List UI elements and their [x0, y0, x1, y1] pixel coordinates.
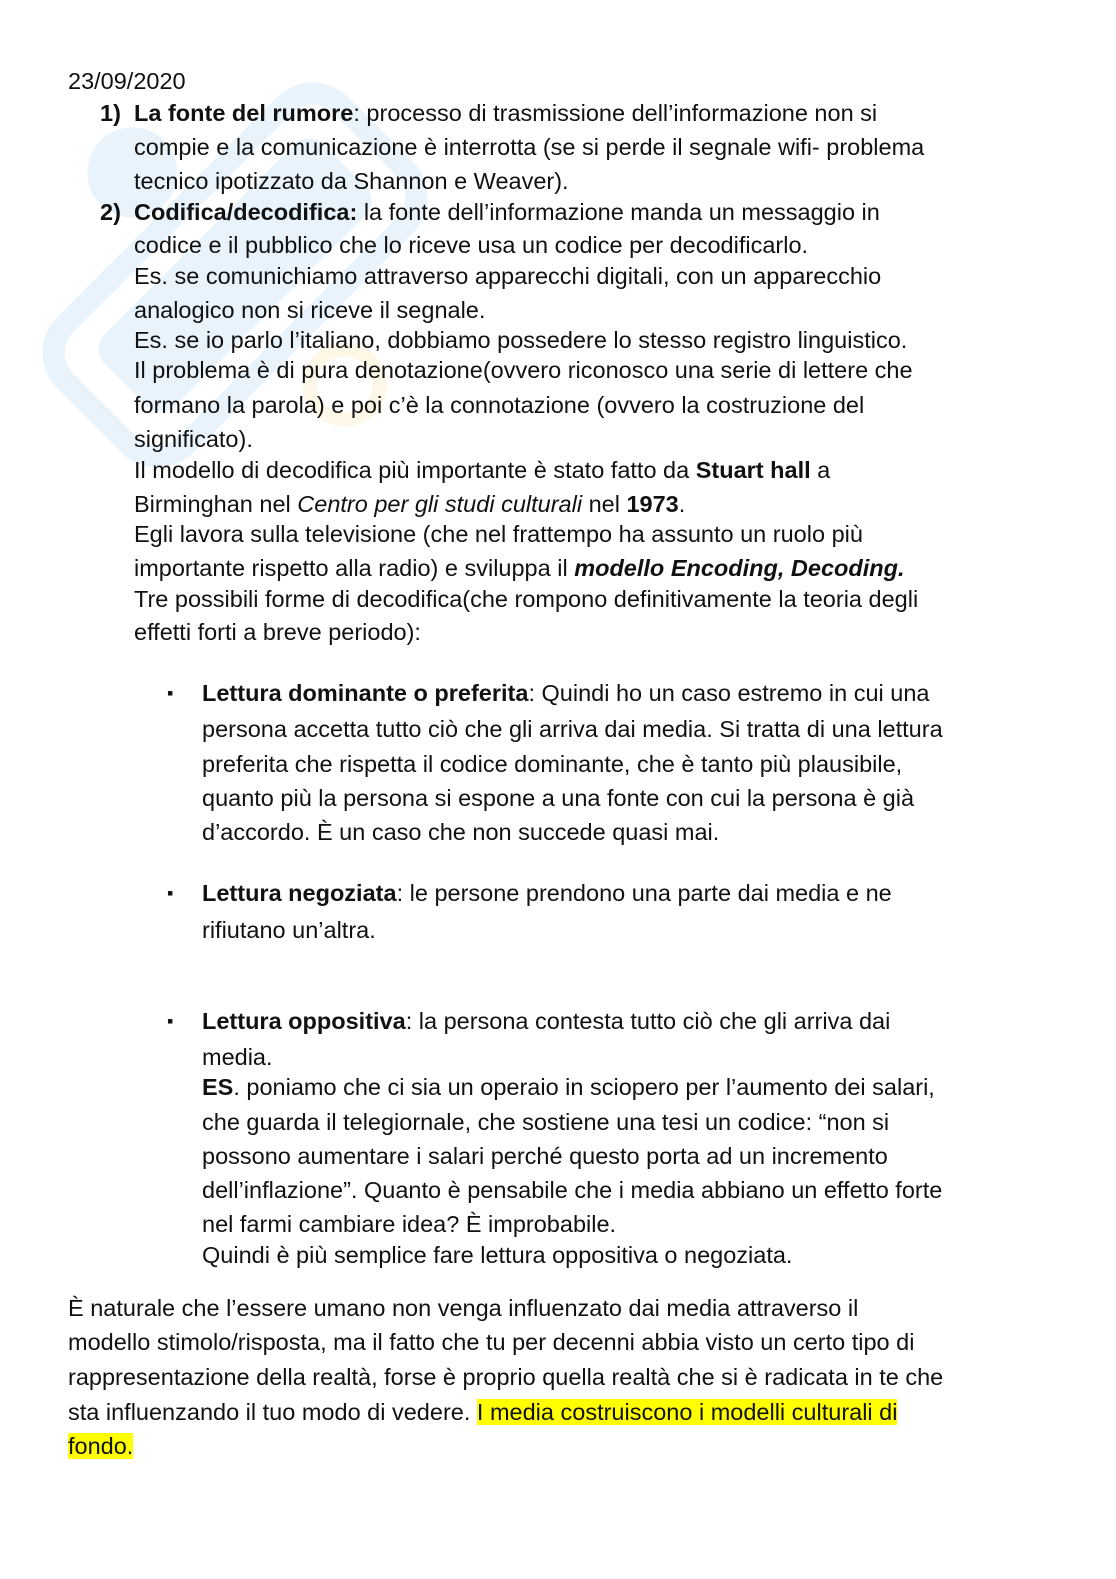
highlighted-sentence-end: fondo. — [68, 1433, 134, 1459]
negoziata-title: Lettura negoziata — [202, 880, 397, 906]
conclusion-line-2: modello stimolo/risposta, ma il fatto che tu per decenni abbia visto un certo tipo di — [68, 1329, 915, 1355]
dominante-line-1: Lettura dominante o preferita: Quindi ho un caso estremo in cui una — [202, 680, 930, 706]
dominante-line-2: persona accetta tutto ciò che gli arriva dai media. Si tratta di una lettura — [202, 716, 943, 742]
oppositiva-line-8: Quindi è più semplice fare lettura oppositiva o negoziata. — [202, 1242, 793, 1268]
oppositiva-line-1: Lettura oppositiva: la persona contesta tutto ciò che gli arriva dai — [202, 1008, 891, 1034]
conclusion-line-5 — [68, 1431, 133, 1461]
point2-line-13: Tre possibili forme di decodifica(che rompono definitivamente la teoria degli — [134, 586, 919, 612]
point1-title: La fonte del rumore — [134, 100, 354, 126]
point2-line-14: effetti forti a breve periodo): — [134, 619, 421, 645]
conclusion-line-1: È naturale che l’essere umano non venga influenzato dai media attraverso il — [68, 1295, 859, 1321]
year-1973: 1973 — [626, 491, 679, 517]
oppositiva-line-6: dell’inflazione”. Quanto è pensabile che i media abbiano un effetto forte — [202, 1177, 943, 1203]
point2-line-2: codice e il pubblico che lo riceve usa un codice per decodificarlo. — [134, 232, 809, 258]
point1-line-2: compie e la comunicazione è interrotta (se si perde il segnale wifi- problema — [134, 134, 925, 160]
point2-line-4: analogico non si riceve il segnale. — [134, 297, 486, 323]
point2-line-8: significato). — [134, 426, 253, 452]
oppositiva-line-3: ES. poniamo che ci sia un operaio in sciopero per l’aumento dei salari, — [202, 1074, 935, 1100]
bullet-marker-icon: ▪ — [167, 683, 174, 703]
date-header: 23/09/2020 — [68, 68, 186, 94]
bullet-marker-icon: ▪ — [167, 883, 174, 903]
point2-line-1: Codifica/decodifica: la fonte dell’informazione manda un messaggio in — [134, 199, 880, 225]
point2-line-7: formano la parola) e poi c’è la connotazione (ovvero la costruzione del — [134, 392, 865, 418]
point2-title: Codifica/decodifica: — [134, 199, 358, 225]
dominante-line-3: preferita che rispetta il codice dominante, che è tanto più plausibile, — [202, 751, 903, 777]
model-encoding-decoding: modello Encoding, Decoding. — [574, 555, 905, 581]
oppositiva-line-5: possono aumentare i salari perché questo porta ad un incremento — [202, 1143, 888, 1169]
point2-line-5: Es. se io parlo l’italiano, dobbiamo possedere lo stesso registro linguistico. — [134, 327, 908, 353]
negoziata-line-2: rifiutano un’altra. — [202, 917, 376, 943]
dominante-line-5: d’accordo. È un caso che non succede quasi mai. — [202, 819, 720, 845]
negoziata-line-1: Lettura negoziata: le persone prendono una parte dai media e ne — [202, 880, 892, 906]
example-label: ES — [202, 1074, 234, 1100]
list-number-2: 2) — [100, 199, 121, 225]
dominante-title: Lettura dominante o preferita — [202, 680, 529, 706]
conclusion-line-3: rappresentazione della realtà, forse è proprio quella realtà che si è radicata in te che — [68, 1364, 944, 1390]
oppositiva-line-4: che guarda il telegiornale, che sostiene una tesi un codice: “non si — [202, 1109, 890, 1135]
point2-line-9: Il modello di decodifica più importante è stato fatto da Stuart hall a — [134, 457, 831, 483]
oppositiva-title: Lettura oppositiva — [202, 1008, 406, 1034]
point1-line-1: La fonte del rumore: processo di trasmissione dell’informazione non si — [134, 100, 878, 126]
highlighted-sentence: I media costruiscono i modelli culturali di — [476, 1399, 898, 1425]
oppositiva-line-7: nel farmi cambiare idea? È improbabile. — [202, 1211, 617, 1237]
point2-line-10: Birminghan nel Centro per gli studi culturali nel 1973. — [134, 491, 686, 517]
bullet-marker-icon: ▪ — [167, 1011, 174, 1031]
point2-line-6: Il problema è di pura denotazione(ovvero riconosco una serie di lettere che — [134, 357, 913, 383]
conclusion-line-4: sta influenzando il tuo modo di vedere. I media costruiscono i modelli culturali di — [68, 1399, 898, 1425]
centre-name: Centro per gli studi culturali — [297, 491, 583, 517]
point2-line-3: Es. se comunichiamo attraverso apparecchi digitali, con un apparecchio — [134, 263, 882, 289]
author-stuart-hall: Stuart hall — [695, 457, 811, 483]
dominante-line-4: quanto più la persona si espone a una fonte con cui la persona è già — [202, 785, 915, 811]
list-number-1: 1) — [100, 100, 121, 126]
point1-line-3: tecnico ipotizzato da Shannon e Weaver). — [134, 168, 569, 194]
point2-line-12: importante rispetto alla radio) e sviluppa il modello Encoding, Decoding. — [134, 555, 905, 581]
point2-line-11: Egli lavora sulla televisione (che nel frattempo ha assunto un ruolo più — [134, 521, 863, 547]
oppositiva-line-2: media. — [202, 1044, 273, 1070]
